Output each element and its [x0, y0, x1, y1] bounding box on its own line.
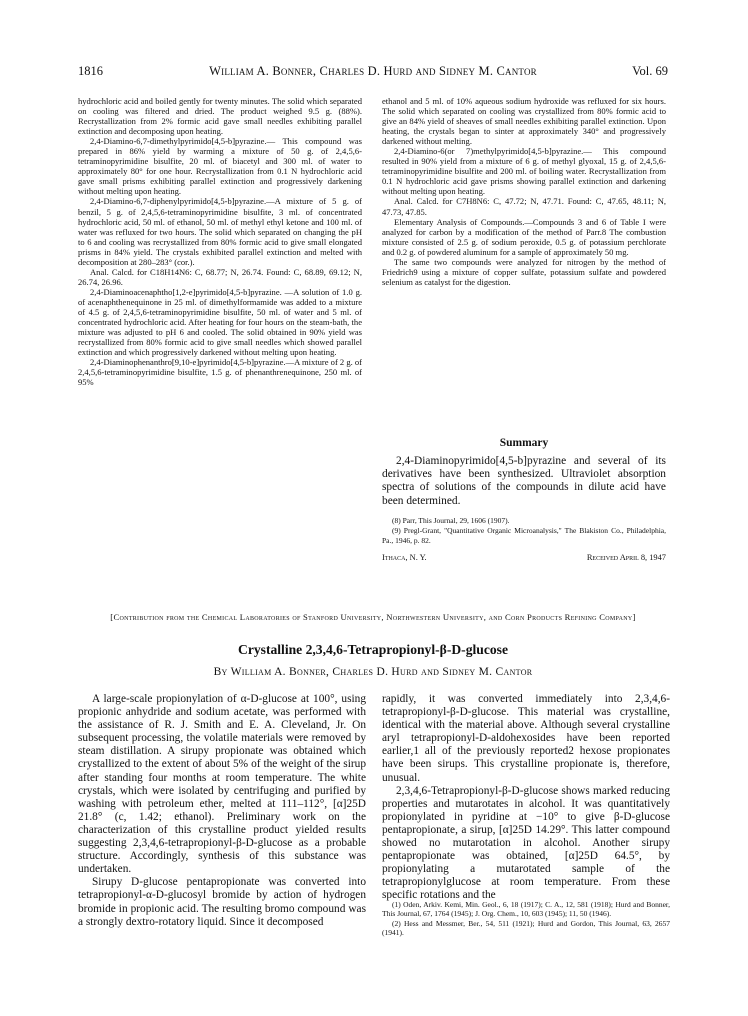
article-footnotes: [382, 900, 670, 938]
article-right-column: [382, 693, 670, 903]
right-paragraph: The same two compounds were analyzed for nitrogen by the method of Friedrich9 using a mixture of copper sulfate, potassium sulfate and powdered selenium as catalyst for the digestion.: [382, 256, 666, 287]
right-paragraph: ethanol and 5 ml. of 10% aqueous sodium hydroxide was refluxed for six hours. The solid which separated on cooling was crystallized from 80% formic acid to give an 84% yield of sheaves of small needles exhibiting parallel extinction. Upon heating, the crystals began to sinter at approximately 340° and progressively darkened without melting.: [382, 96, 666, 147]
summary-heading: Summary: [499, 437, 549, 449]
summary-paragraph: 2,4-Diaminopyrimido[4,5-b]pyrazine and several of its derivatives have been synthesized. Ultraviolet absorption spectra of solutions of the compounds in dilute acid have been determined.: [382, 455, 666, 507]
volume-number: Vol. 69: [632, 64, 668, 78]
contribution-line: [Contribution from the Chemical Laboratories of Stanford University, Northwestern University, and Corn Products Refining Company]: [110, 612, 636, 622]
right-column-continued: [382, 96, 666, 287]
left-column-continued: [78, 96, 362, 387]
article-byline: By William A. Bonner, Charles D. Hurd and Sidney M. Cantor: [213, 666, 533, 678]
left-paragraph: 2,4-Diamino-6,7-diphenylpyrimido[4,5-b]pyrazine.—A mixture of 5 g. of benzil, 5 g. of 2,4,5,6-tetraminopyrimidine bisulfite, 3 ml. of concentrated hydrochloric acid, 50 ml. of ethanol, 50 ml. of methyl ethyl ketone and 100 ml. of water was refluxed for two hours. The solid which separated on changing the pH to 6 and cooling was recrystallized from 80% formic acid to give small elongated prisms in 84% yield. The crystals exhibited parallel extinction and melted with decomposition at 280–283° (cor.).: [78, 196, 362, 267]
reference-item: (9) Pregl-Grant, "Quantitative Organic Microanalysis," The Blakiston Co., Philadelphia, Pa., 1946, p. 82.: [382, 526, 666, 545]
left-paragraph: Anal. Calcd. for C18H14N6: C, 68.77; N, 26.74. Found: C, 68.89, 69.12; N, 26.74, 26.96.: [78, 266, 362, 287]
right-paragraph: Elementary Analysis of Compounds.—Compounds 3 and 6 of Table I were analyzed for carbon by a modification of the method of Parr.8 The combustion mixture consisted of 2.5 g. of sodium peroxide, 0.5 g. of potassium perchlorate and 0.2 g. of powdered aluminum for a sample of approximately 50 mg.: [382, 216, 666, 257]
left-paragraph: 2,4-Diaminoacenaphtho[1,2-e]pyrimido[4,5-b]pyrazine. —A solution of 1.0 g. of acenaphthenequinone in 25 ml. of dimethylformamide was added to a mixture of 4.5 g. of 2,4,5,6-tetraminopyrimidine bisulfite, 50 ml. of water and 5 ml. of concentrated hydrochloric acid. After heating for four hours on the steam-bath, the mixture was adjusted to pH 6 and cooled. The solid obtained in 90% yield was recrystallized from 80% formic acid to give small needles which showed parallel extinction and which progressively darkened without melting upon heating.: [78, 286, 362, 358]
footnote-item: (1) Oden, Arkiv. Kemi, Min. Geol., 6, 18 (1917); C. A., 12, 581 (1918); Hurd and Bonner, This Journal, 67, 1764 (1945); J. Org. Chem., 10, 603 (1945); 11, 50 (1946).: [382, 900, 670, 919]
reference-item: (8) Parr, This Journal, 29, 1606 (1907).: [392, 516, 510, 525]
article-left-column: [78, 693, 366, 929]
summary-body: [382, 455, 666, 508]
article-title: Crystalline 2,3,4,6-Tetrapropionyl-β-D-glucose: [238, 642, 508, 657]
article-paragraph: A large-scale propionylation of α-D-glucose at 100°, using propionic anhydride and sodium acetate, was performed with the assistance of R. J. Smith and E. A. Cleveland, Jr. On subsequent processing, the volatile materials were removed by steam distillation. A sirupy propionate was obtained which crystallized to the extent of about 5% of the weight of the sirup after standing four months at room temperature. The white crystals, which were isolated by centrifuging and purified by washing with petroleum ether, melted at 111–112°, [α]25D 21.8° (c, 1.42; ethanol). Preliminary work on the characterization of this crystalline product yielded results suggesting 2,3,4,6-tetrapropionyl-β-D-glucose as a probable structure. Accordingly, synthesis of this substance was undertaken.: [78, 693, 366, 876]
footnote-item: (2) Hess and Messmer, Ber., 54, 511 (1921); Hurd and Gordon, This Journal, 63, 2657 (1941).: [382, 918, 670, 938]
signature-place: Ithaca, N. Y.: [382, 553, 427, 562]
received-date: Received April 8, 1947: [586, 553, 666, 562]
right-paragraph: Anal. Calcd. for C7H8N6: C, 47.72; N, 47.71. Found: C, 47.65, 48.11; N, 47.73, 47.85.: [382, 196, 666, 217]
page-number: 1816: [78, 64, 103, 78]
left-paragraph: 2,4-Diaminophenanthro[9,10-e]pyrimido[4,5-b]pyrazine.—A mixture of 2 g. of 2,4,5,6-tetraminopyrimidine bisulfite, 1.5 g. of phenanthrenequinone, 250 ml. of 95%: [78, 357, 363, 388]
left-paragraph: hydrochloric acid and boiled gently for twenty minutes. The solid which separated on cooling was filtered and dried. The product weighed 9.5 g. (88%). Recrystallization from 2% formic acid gave small needles exhibiting parallel extinction and decomposing upon heating.: [78, 96, 362, 137]
right-paragraph: 2,4-Diamino-6(or 7)methylpyrimido[4,5-b]pyrazine.— This compound resulted in 90% yield from a mixture of 6 g. of methyl glyoxal, 15 g. of 2,4,5,6-tetraminopyrimidine bisulfite and 200 ml. of boiling water. Recrystallization from 0.1 N hydrochloric acid gave prisms showing parallel extinction and darkening without melting upon heating.: [382, 146, 666, 197]
article-paragraph: rapidly, it was converted immediately into 2,3,4,6-tetrapropionyl-β-D-glucose. This material was crystalline, identical with the material above. Although several crystalline aryl tetrapropionyl-D-aldohexosides have been reported earlier,1 all of the previously reported2 hexose propionates have been sirups. This crystalline propionate is, therefore, unusual.: [382, 693, 670, 784]
running-head: [78, 64, 668, 80]
article-paragraph: Sirupy D-glucose pentapropionate was converted into tetrapropionyl-α-D-glucosyl bromide by action of hydrogen bromide in propionic acid. The resulting bromo compound was a strongly dextro-rotatory liquid. Since it decomposed: [78, 876, 366, 928]
article-paragraph: 2,3,4,6-Tetrapropionyl-β-D-glucose shows marked reducing properties and mutarotates in alcohol. It was quantitatively propionylated in pyridine at −10° to give β-D-glucose pentapropionate, a sirup, [α]25D 14.29°. This latter compound showed no mutarotation in alcohol. Another sirupy pentapropionate was obtained, [α]25D 64.5°, by propionylating a mutarotated sample of the tetrapropionylglucose at room temperature. From these specific rotations and the: [382, 784, 670, 902]
running-head-authors: William A. Bonner, Charles D. Hurd and Sidney M. Cantor: [209, 64, 537, 78]
left-paragraph: 2,4-Diamino-6,7-dimethylpyrimido[4,5-b]pyrazine.— This compound was prepared in 86% yield by warming a mixture of 50 g. of 2,4,5,6-tetraminopyrimidine bisulfite, 20 ml. of biacetyl and 300 ml. of water to approximately 80° for one hour. Recrystallization from 0.1 N hydrochloric acid gave small prisms exhibiting parallel extinction and progressively darkening without melting upon heating.: [78, 136, 362, 197]
reference-list: [382, 516, 666, 546]
